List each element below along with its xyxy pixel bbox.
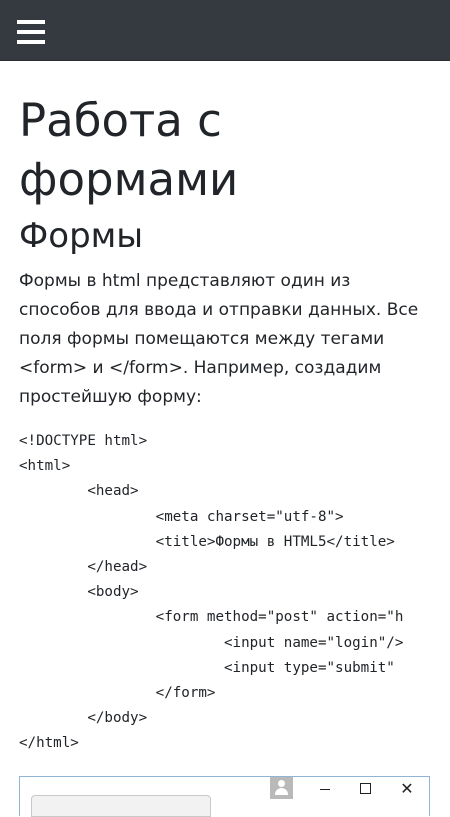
browser-tab [31,795,211,817]
article-content [19,61,450,757]
maximize-icon [355,779,375,799]
hamburger-line [17,20,45,24]
user-icon [270,777,293,799]
page-title: Работа с формами [19,94,239,206]
hamburger-line [17,30,45,34]
browser-window-screenshot [19,776,430,816]
hamburger-line [17,40,45,44]
code-block: <!DOCTYPE html> <html> <head> <meta charset="utf-8"> <title>Формы в HTML5</title> </head> <body> <form method="post" action="h <input name="login"/> <input type="submit" </form> </body> </html> [19,433,404,752]
user-icon-head [278,780,285,787]
intro-paragraph: Формы в html представляют один из способов для ввода и отправки данных. Все поля формы помещаются между тегами <form> и </form>. Например, создадим простейшую форму: [19,271,419,407]
close-icon: ✕ [400,779,414,798]
hamburger-menu-icon[interactable] [17,20,45,44]
user-icon-body [275,788,288,795]
top-navbar [0,0,450,61]
section-heading: Формы [19,216,144,256]
minimize-icon [315,779,335,799]
